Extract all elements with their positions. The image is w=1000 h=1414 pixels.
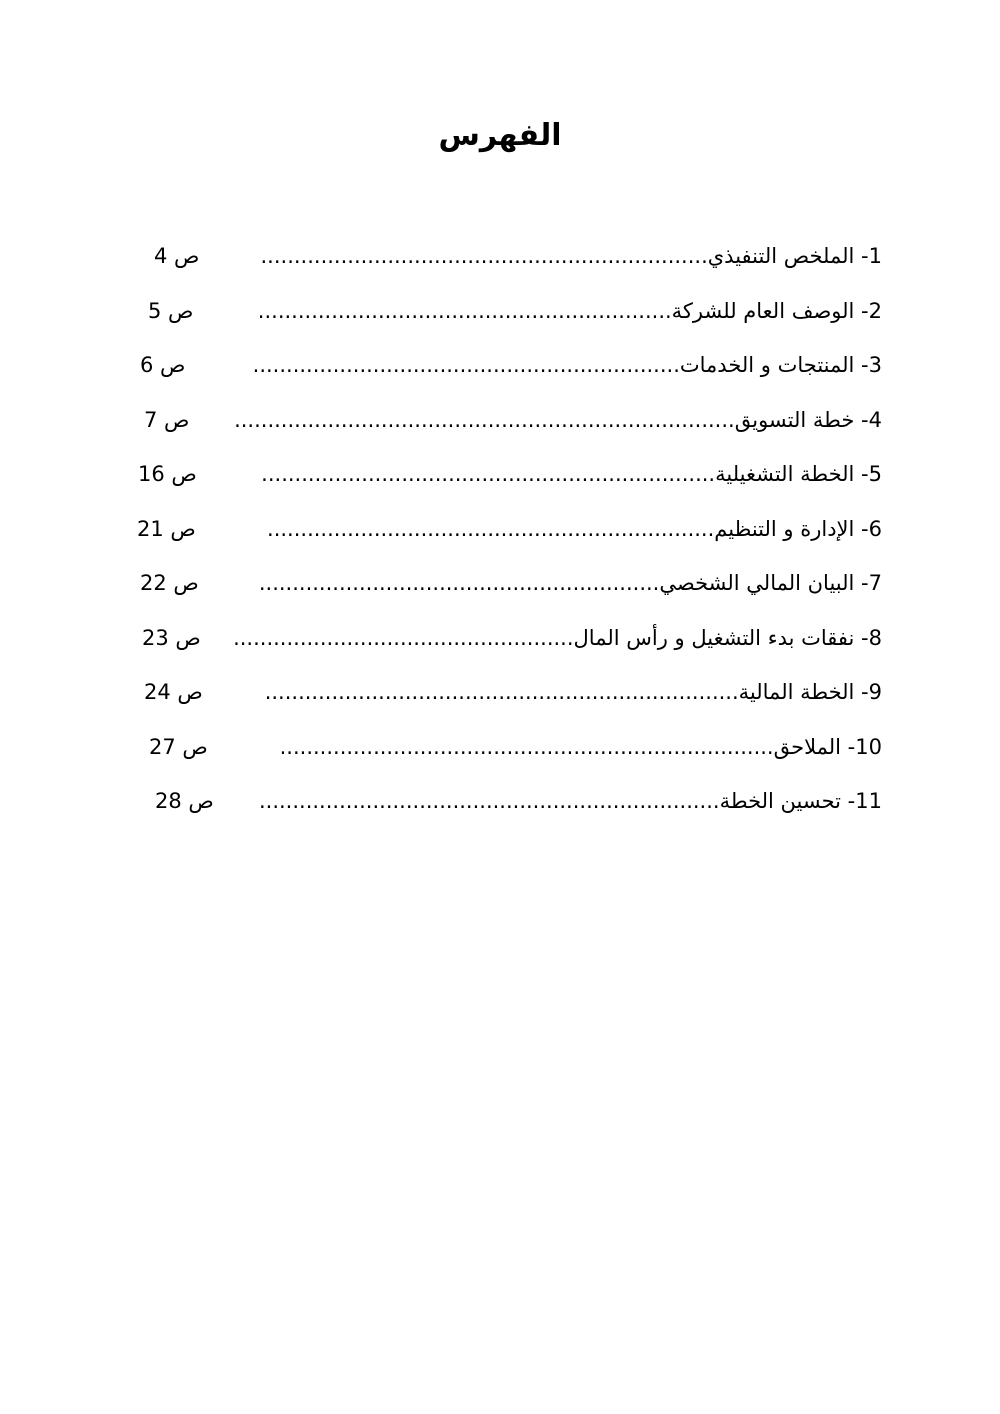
toc-page-number: ص 16 bbox=[138, 462, 197, 486]
toc-entry bbox=[122, 781, 882, 836]
toc-leader-dots: ................................................... bbox=[233, 625, 574, 650]
toc-leader-dots: ........................................................................... bbox=[234, 407, 735, 432]
toc-entry-title: 9- الخطة المالية bbox=[738, 680, 882, 704]
toc-entry-title: 8- نفقات بدء التشغيل و رأس المال bbox=[573, 625, 882, 650]
toc-leader-dots: .......................................................................... bbox=[279, 734, 774, 759]
toc-entry bbox=[122, 236, 882, 291]
toc-entry bbox=[122, 563, 882, 618]
toc-leader-dots: .............................................................. bbox=[257, 298, 672, 323]
toc-entry bbox=[122, 672, 882, 727]
toc-entry bbox=[122, 454, 882, 509]
toc-entry-title: 11- تحسين الخطة bbox=[719, 789, 882, 813]
toc-entry bbox=[122, 509, 882, 564]
toc-page-number: ص 28 bbox=[155, 789, 214, 813]
toc-entry-title: 1- الملخص التنفيذي bbox=[707, 244, 882, 268]
toc-entry bbox=[122, 291, 882, 346]
toc-leader-dots: ............................................................ bbox=[258, 571, 660, 595]
toc-entry bbox=[122, 727, 882, 782]
toc-entry-title: 4- خطة التسويق bbox=[734, 407, 882, 432]
toc-page-number: ص 22 bbox=[140, 571, 199, 595]
toc-entry bbox=[122, 345, 882, 400]
toc-entry-title: 2- الوصف العام للشركة bbox=[671, 298, 882, 323]
table-of-contents bbox=[122, 236, 882, 836]
toc-leader-dots: .................................................................... bbox=[261, 462, 716, 486]
toc-leader-dots: ..................................................................... bbox=[258, 789, 720, 813]
toc-page-number: ص 27 bbox=[149, 734, 208, 759]
toc-page-number: ص 6 bbox=[140, 353, 186, 377]
toc-page-number: ص 24 bbox=[144, 680, 203, 704]
toc-page-number: ص 21 bbox=[137, 516, 196, 541]
toc-entry-title: 3- المنتجات و الخدمات bbox=[679, 353, 882, 377]
toc-page-number: ص 5 bbox=[148, 298, 194, 323]
toc-page-number: ص 4 bbox=[154, 244, 200, 268]
toc-leader-dots: ................................................................ bbox=[252, 353, 680, 377]
toc-entry bbox=[122, 618, 882, 673]
toc-entry-title: 5- الخطة التشغيلية bbox=[715, 462, 882, 486]
toc-leader-dots: ................................................................... bbox=[260, 244, 708, 268]
toc-leader-dots: ................................................................... bbox=[267, 516, 715, 541]
toc-entry-title: 7- البيان المالي الشخصي bbox=[659, 571, 882, 595]
toc-entry-title: 10- الملاحق bbox=[773, 734, 882, 759]
toc-leader-dots: ....................................................................... bbox=[264, 680, 739, 704]
toc-page-number: ص 7 bbox=[144, 407, 190, 432]
toc-page-number: ص 23 bbox=[142, 625, 201, 650]
toc-entry bbox=[122, 400, 882, 455]
toc-entry-title: 6- الإدارة و التنظيم bbox=[714, 516, 882, 541]
page-title: الفهرس bbox=[438, 118, 562, 153]
